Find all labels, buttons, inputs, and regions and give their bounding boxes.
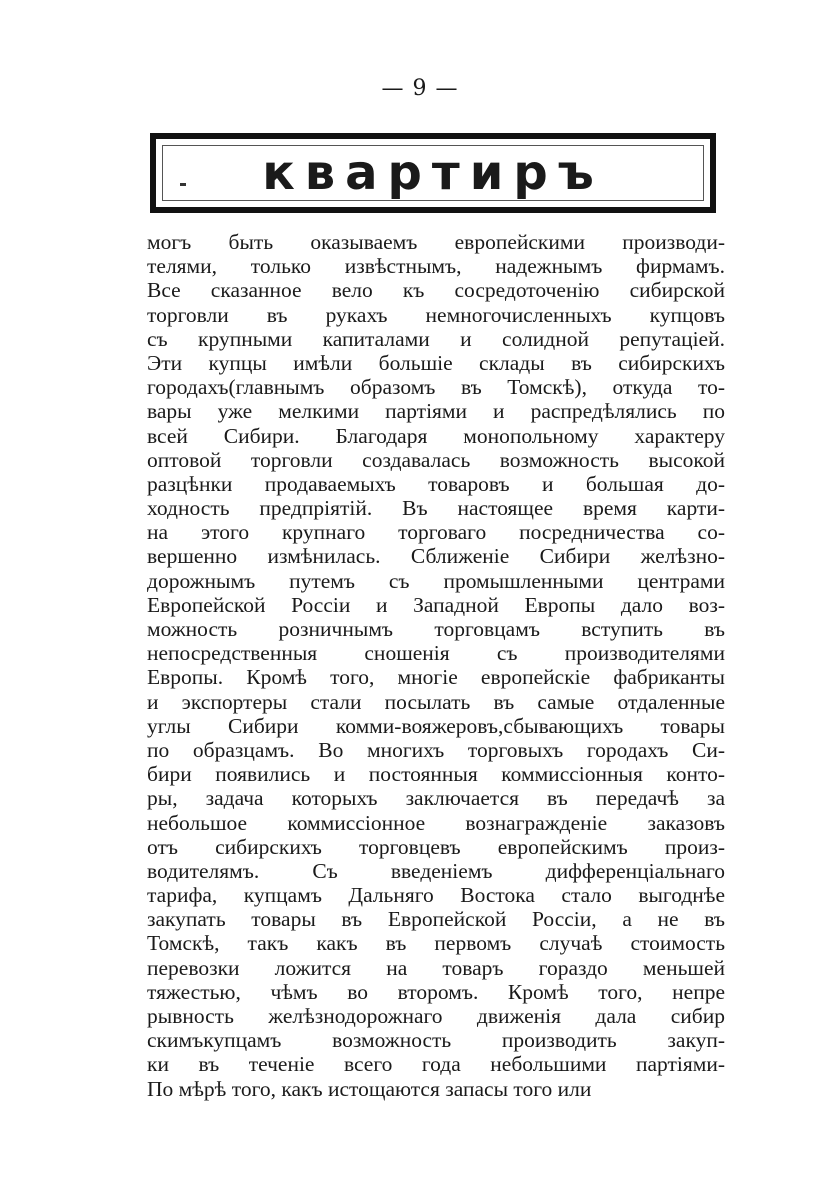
section-header-title: квартиръ [262,145,604,201]
text-line: на этого крупнаго торговаго посредничества со- [147,520,725,545]
text-line: можность розничнымъ торговцамъ вступить въ [147,617,725,641]
text-line: могъ быть оказываемъ европейскими производи- [147,230,725,254]
text-line: Томскѣ, такъ какъ въ первомъ случаѣ стоимость [147,931,725,956]
text-line: отъ сибирскихъ торговцевъ европейскимъ произ- [147,834,725,859]
text-line: съ крупными капиталами и солидной репутаціей. [147,326,725,351]
text-line: углы Сибири комми-вояжеровъ,сбывающихъ товары [147,713,725,738]
page-number: — 9 — [381,76,459,101]
text-line: разцѣнки продаваемыхъ товаровъ и большая до- [147,471,725,496]
section-header-box [150,133,716,213]
text-line: скимъкупцамъ возможность производить закуп- [147,1028,725,1053]
text-line: ры, задача которыхъ заключается въ передачѣ за [147,786,725,811]
text-line: перевозки ложится на товаръ гораздо меньшей [147,955,725,980]
text-line: небольшое коммиссіонное вознагражденіе заказовъ [147,810,725,835]
text-line: вары уже мелкими партіями и распредѣлялись по [147,399,725,424]
text-line: ходность предпріятій. Въ настоящее время карти- [147,496,725,521]
text-line: бири появились и постоянныя коммиссіонныя конто- [147,762,725,787]
text-line: по образцамъ. Во многихъ торговыхъ городахъ Си- [147,737,725,762]
text-line: Европы. Кромѣ того, многіе европейскіе фабриканты [147,665,725,690]
text-line: закупать товары въ Европейской Россіи, а не въ [147,907,725,932]
text-line: и экспортеры стали посылать въ самые отдаленные [147,689,725,714]
text-line: непосредственныя сношенія съ производителями [147,641,725,666]
text-line: тарифа, купцамъ Дальняго Востока стало выгоднѣе [147,883,725,908]
body-text [147,230,725,1101]
text-line: дорожнымъ путемъ съ промышленными центрами [147,568,725,593]
text-line: Все сказанное вело къ сосредоточенію сибирской [147,278,725,303]
text-line: торговли въ рукахъ немногочисленныхъ купцовъ [147,302,725,327]
text-line: всей Сибири. Благодаря монопольному характеру [147,423,725,448]
text-line: тяжестью, чѣмъ во второмъ. Кромѣ того, непре [147,979,725,1004]
text-line: вершенно измѣнилась. Сближеніе Сибири желѣзно- [147,544,725,569]
text-line: водителямъ. Съ введеніемъ дифференціальнаго [147,858,725,883]
text-line: ки въ теченіе всего года небольшими партіями- [147,1052,725,1077]
text-line: Эти купцы имѣли большіе склады въ сибирскихъ [147,350,725,375]
text-line: Европейской Россіи и Западной Европы дало воз- [147,592,725,617]
header-ornament-mark [180,183,186,186]
text-line: городахъ(главнымъ образомъ въ Томскѣ), откуда то- [147,375,725,400]
text-line: оптовой торговли создавалась возможность высокой [147,447,725,472]
text-line: телями, только извѣстнымъ, надежнымъ фирмамъ. [147,254,725,279]
text-line: рывность желѣзнодорожнаго движенія дала сибир [147,1004,725,1028]
text-line: По мѣрѣ того, какъ истощаются запасы того или [147,1076,592,1101]
